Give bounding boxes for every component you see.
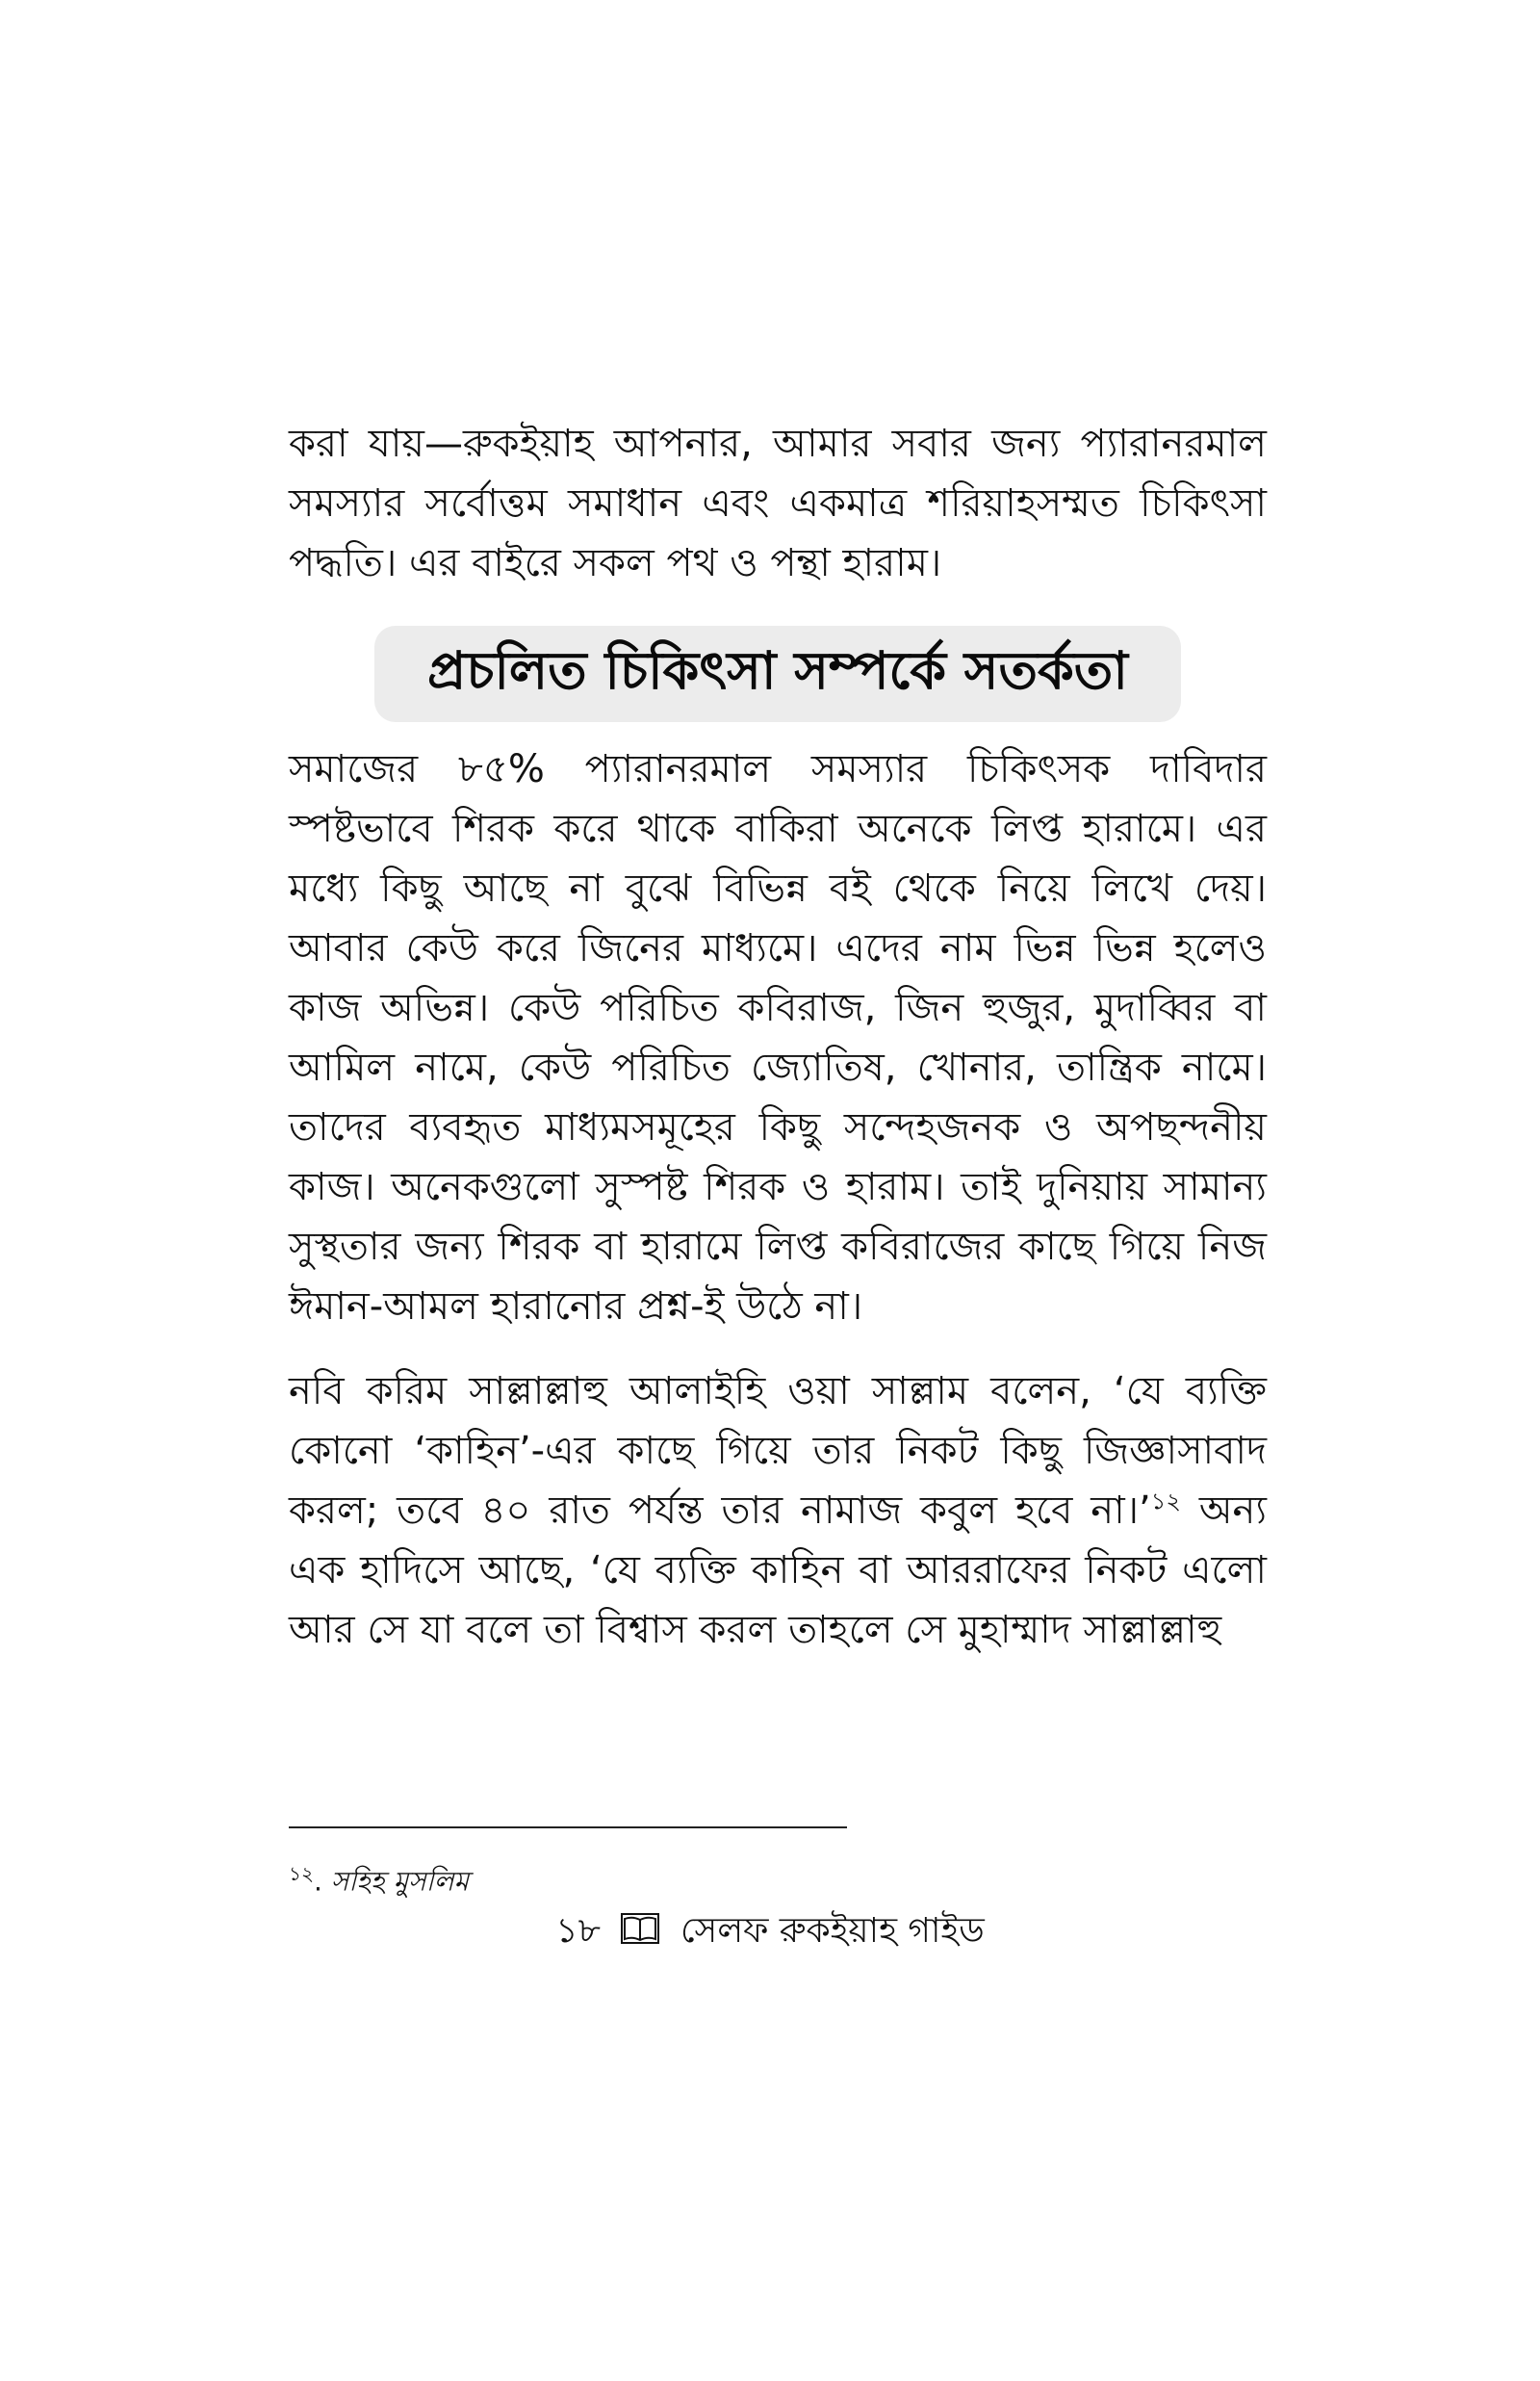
hadith-text-part2: অন্য এক হাদিসে আছে, ‘যে ব্যক্তি কাহিন বা আররাফের নিকট এলো আর সে যা বলে তা বিশ্বাস করল তাহলে সে মুহাম্মাদ সাল্লাল্লাহু bbox=[289, 1488, 1267, 1652]
footnote-separator: . bbox=[313, 1865, 331, 1898]
section-heading: প্রচলিত চিকিৎসা সম্পর্কে সতর্কতা bbox=[427, 640, 1128, 701]
book-icon bbox=[621, 1913, 659, 1953]
book-title: সেলফ রুকইয়াহ গাইড bbox=[680, 1911, 985, 1951]
paragraph-hadith bbox=[289, 1361, 1267, 1660]
paragraph-warning: সমাজের ৮৫% প্যারানরমাল সমস্যার চিকিৎসক দাবিদার স্পষ্টভাবে শিরক করে থাকে বাকিরা অনেকে লিপ্ত হারামে। এর মধ্যে কিছু আছে না বুঝে বিভিন্ন বই থেকে নিয়ে লিখে দেয়। আবার কেউ করে জিনের মাধ্যমে। এদের নাম ভিন্ন ভিন্ন হলেও কাজ অভিন্ন। কেউ পরিচিত কবিরাজ, জিন হুজুর, মুদাব্বির বা আমিল নামে, কেউ পরিচিত জ্যোতিষ, খোনার, তান্ত্রিক নামে। তাদের ব্যবহৃত মাধ্যমসমূহের কিছু সন্দেহজনক ও অপছন্দনীয় কাজ। অনেকগুলো সুস্পষ্ট শিরক ও হারাম। তাই দুনিয়ায় সামান্য সুস্থতার জন্য শিরক বা হারামে লিপ্ত কবিরাজের কাছে গিয়ে নিজ ঈমান-আমল হারানোর প্রশ্ন-ই উঠে না। bbox=[289, 747, 1267, 1329]
footnote bbox=[289, 1860, 469, 1905]
footnote-divider bbox=[289, 1826, 847, 1828]
hadith-text-part1: নবি করিম সাল্লাল্লাহু আলাইহি ওয়া সাল্লাম বলেন, ‘যে ব্যক্তি কোনো ‘কাহিন’-এর কাছে গিয়ে তার নিকট কিছু জিজ্ঞাসাবাদ করল; তবে ৪০ রাত পর্যন্ত তার নামাজ কবুল হবে না।’ bbox=[289, 1369, 1267, 1533]
paragraph-intro: করা যায়—রুকইয়াহ আপনার, আমার সবার জন্য প্যারানরমাল সমস্যার সর্বোত্তম সমাধান এবং একমাত্র শরিয়াহসম্মত চিকিৎসা পদ্ধতি। এর বাইরে সকল পথ ও পন্থা হারাম। bbox=[289, 422, 1267, 585]
footnote-number: ১২ bbox=[289, 1862, 314, 1885]
section-heading-box bbox=[374, 626, 1181, 722]
page-number: ১৮ bbox=[555, 1911, 602, 1951]
page-body bbox=[289, 414, 1267, 1685]
footnote-reference[interactable]: ১২ bbox=[1150, 1488, 1181, 1515]
page-footer bbox=[0, 1904, 1540, 1962]
footnote-text: সহিহ মুসলিম bbox=[330, 1865, 470, 1898]
